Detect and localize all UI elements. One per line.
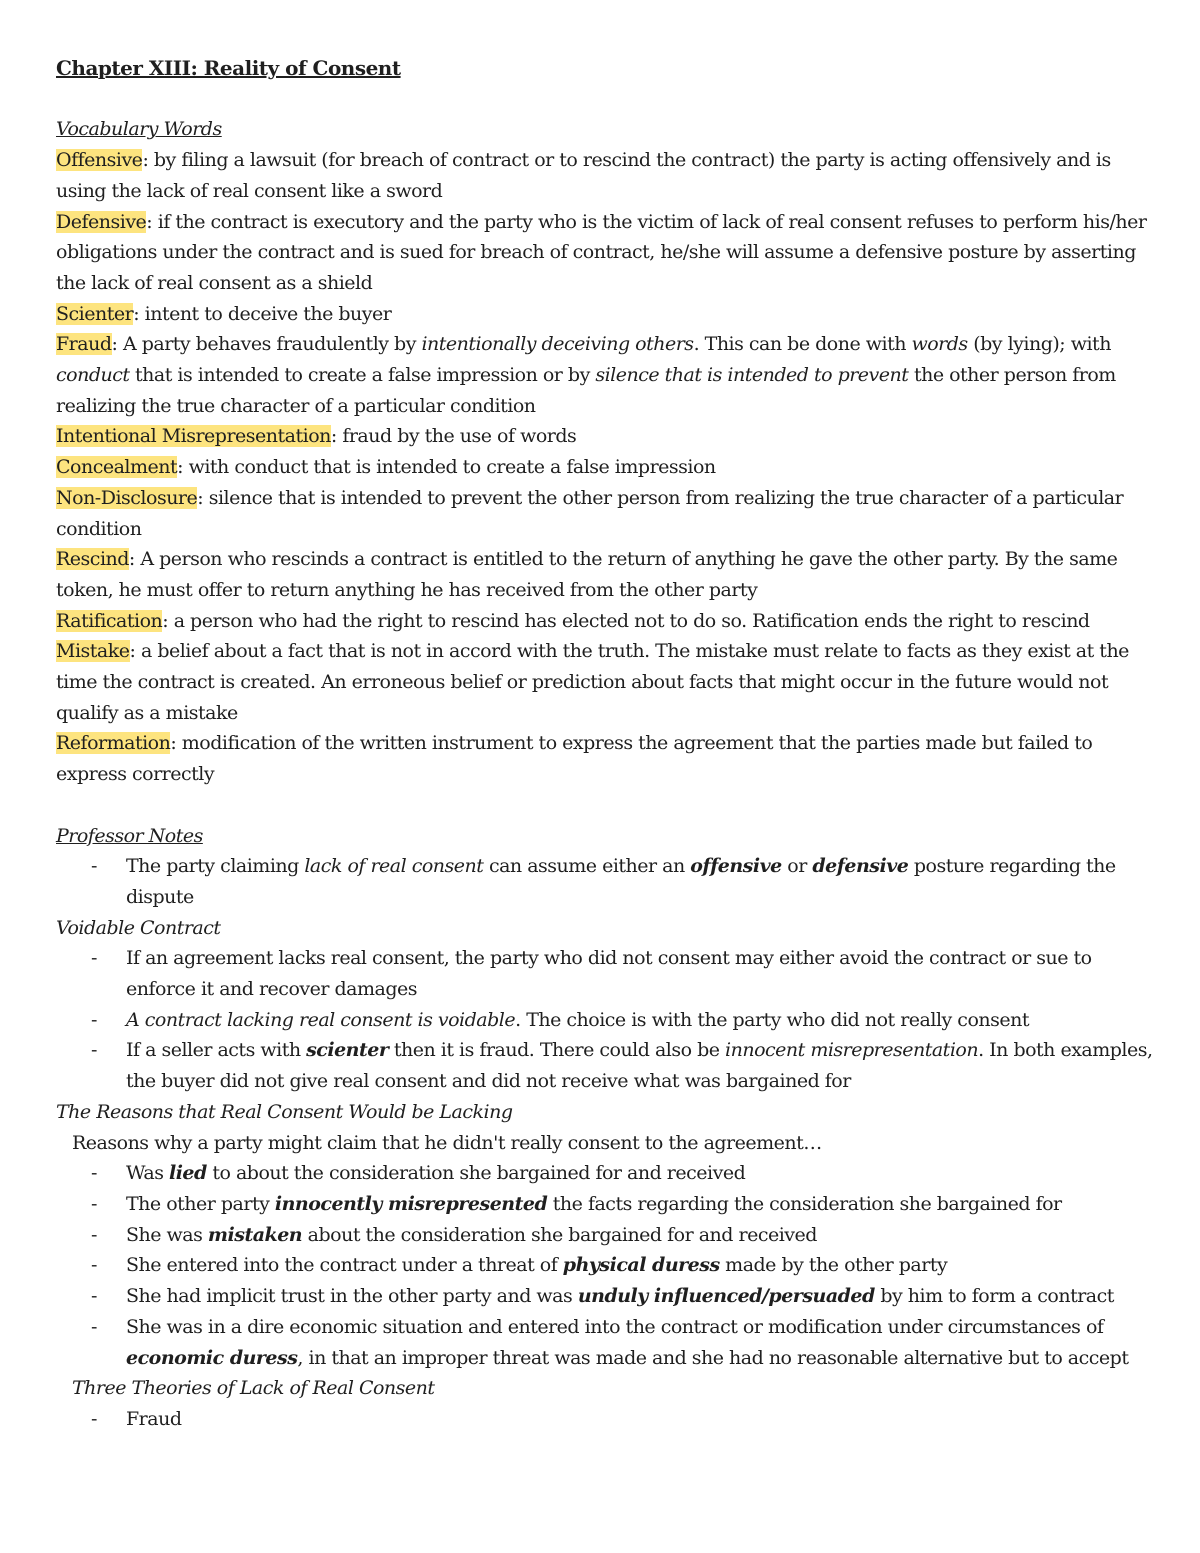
note-emphasis: innocent misrepresentation	[725, 1039, 979, 1062]
vocabulary-list	[56, 145, 1156, 790]
vocab-emphasis: intentionally deceiving others	[421, 333, 694, 356]
reason-bold: unduly influenced/persuaded	[577, 1285, 875, 1308]
blank-line	[56, 790, 1156, 821]
reason-text: made by the other party	[719, 1254, 948, 1277]
vocab-fraud	[56, 329, 1156, 421]
theories-list	[56, 1404, 1156, 1435]
reason-bold: economic duress	[126, 1346, 298, 1369]
reasons-heading: The Reasons that Real Consent Would be Lacking	[56, 1100, 513, 1123]
reason-text: Was	[126, 1162, 169, 1185]
list-item	[126, 1220, 1156, 1251]
reason-bold: lied	[169, 1162, 207, 1185]
vocab-term: Offensive	[56, 149, 143, 172]
vocab-term: Concealment	[56, 456, 178, 479]
vocab-term: Rescind	[56, 548, 129, 571]
vocab-rescind	[56, 544, 1156, 605]
vocab-definition: : fraud by the use of words	[330, 425, 577, 448]
vocab-definition: : a belief about a fact that is not in accord with the truth. The mistake must relate to facts as they exist at the time the contract is created. An erroneous belief or prediction about facts that might occur in the future would not qualify as a mistake	[56, 640, 1129, 724]
list-item	[126, 1005, 1156, 1036]
reasons-intro: Reasons why a party might claim that he didn't really consent to the agreement…	[72, 1131, 822, 1154]
note-text: or	[781, 855, 813, 878]
note-text: The party claiming	[126, 855, 305, 878]
list-item	[126, 1281, 1156, 1312]
vocab-emphasis: silence that is intended to prevent	[595, 364, 909, 387]
vocab-reformation	[56, 728, 1156, 789]
vocab-concealment	[56, 452, 1156, 483]
vocab-mistake	[56, 636, 1156, 728]
reason-text: , in that an improper threat was made and she had no reasonable alternative but to accept	[297, 1346, 1129, 1369]
note-text: then it is fraud. There could also be	[388, 1039, 726, 1062]
reason-text: about the consideration she bargained for and received	[302, 1223, 817, 1246]
list-item	[126, 1035, 1156, 1096]
vocab-definition: the other person from realizing the true character of a particular condition	[56, 364, 1116, 417]
reason-text: by him to form a contract	[874, 1285, 1114, 1308]
vocabulary-heading: Vocabulary Words	[56, 118, 222, 141]
vocab-term: Defensive	[56, 210, 147, 233]
reason-bold: physical duress	[562, 1254, 720, 1277]
note-text: . The choice is with the party who did not really consent	[515, 1008, 1029, 1031]
reason-text: She entered into the contract under a threat of	[126, 1254, 563, 1277]
vocab-definition: : modification of the written instrument to express the agreement that the parties made but failed to express correctly	[56, 732, 1093, 786]
vocab-emphasis: conduct	[56, 364, 130, 387]
vocab-term: Scienter	[56, 302, 134, 325]
vocab-definition: : a person who had the right to rescind has elected not to do so. Ratification ends the right to rescind	[162, 609, 1090, 632]
reason-bold: mistaken	[207, 1223, 303, 1246]
list-item	[126, 1189, 1156, 1220]
list-item	[126, 1250, 1156, 1281]
vocab-defensive	[56, 207, 1156, 299]
vocab-offensive	[56, 145, 1156, 206]
vocab-term: Ratification	[56, 609, 163, 632]
reasons-list	[56, 1158, 1156, 1373]
note-bold: scienter	[306, 1039, 389, 1062]
note-text: If a seller acts with	[126, 1039, 307, 1062]
vocab-definition: that is intended to create a false impression or by	[129, 364, 596, 387]
vocab-definition: : if the contract is executory and the party who is the victim of lack of real consent refuses to perform his/her obligations under the contract and is sued for breach of contract, he/she will assume a defensive posture by asserting the lack of real consent as a shield	[56, 210, 1147, 294]
note-text: posture regarding the dispute	[126, 855, 1116, 908]
reason-text: to about the consideration she bargained for and received	[206, 1162, 746, 1185]
vocab-term: Mistake	[56, 640, 130, 663]
vocab-ratification	[56, 606, 1156, 637]
list-item: - Fraud	[126, 1404, 1156, 1435]
vocab-scienter	[56, 299, 1156, 330]
vocab-term: Intentional Misrepresentation	[56, 425, 331, 448]
professor-notes-list	[56, 851, 1156, 912]
reason-text: She was in a dire economic situation and entered into the contract or modification under circumstances of	[126, 1315, 1104, 1338]
vocab-non-disclosure	[56, 483, 1156, 544]
note-emphasis: lack of real consent	[304, 855, 484, 878]
vocab-definition: : A party behaves fraudulently by	[111, 333, 422, 356]
vocab-definition: : A person who rescinds a contract is entitled to the return of anything he gave the other party. By the same token, he must offer to return anything he has received from the other party	[56, 548, 1118, 601]
vocab-term: Reformation	[56, 732, 171, 755]
reason-text: She was	[126, 1223, 208, 1246]
document-page	[56, 53, 1156, 1435]
professor-notes-heading: Professor Notes	[56, 824, 203, 847]
note-bold: defensive	[812, 855, 909, 878]
vocab-definition: : with conduct that is intended to create a false impression	[177, 456, 716, 479]
note-text: . In both examples, the buyer did not give real consent and did not receive what was bargained for	[126, 1039, 1153, 1093]
list-item	[126, 1158, 1156, 1189]
vocab-definition: : by filing a lawsuit (for breach of contract or to rescind the contract) the party is acting offensively and is using the lack of real consent like a sword	[56, 149, 1111, 202]
vocab-definition: : intent to deceive the buyer	[133, 302, 392, 325]
reason-text: The other party	[126, 1192, 275, 1215]
vocab-intentional-misrepresentation	[56, 421, 1156, 452]
theories-heading: Three Theories of Lack of Real Consent	[72, 1377, 435, 1400]
reason-text: She had implicit trust in the other party and was	[126, 1285, 578, 1308]
reason-bold: innocently misrepresented	[274, 1192, 548, 1215]
voidable-contract-list	[56, 943, 1156, 1097]
note-bold: offensive	[690, 855, 782, 878]
voidable-contract-heading: Voidable Contract	[56, 916, 221, 939]
reason-text: the facts regarding the consideration she bargained for	[547, 1192, 1062, 1215]
page-title: Chapter XIII: Reality of Consent	[56, 56, 401, 80]
list-item	[126, 1312, 1156, 1373]
note-text: can assume either an	[483, 855, 691, 878]
vocab-definition: (by lying); with	[967, 333, 1111, 356]
vocab-definition: . This can be done with	[693, 333, 912, 356]
vocab-term: Non-Disclosure	[56, 486, 198, 509]
vocab-term: Fraud	[56, 333, 112, 356]
vocab-definition: : silence that is intended to prevent the other person from realizing the true character of a particular condition	[56, 486, 1124, 540]
note-emphasis: A contract lacking real consent is voidable	[126, 1008, 516, 1031]
list-item	[126, 851, 1156, 912]
list-item: - If an agreement lacks real consent, the party who did not consent may either avoid the contract or sue to enforce it and recover damages	[126, 943, 1156, 1004]
vocab-emphasis: words	[911, 333, 968, 356]
